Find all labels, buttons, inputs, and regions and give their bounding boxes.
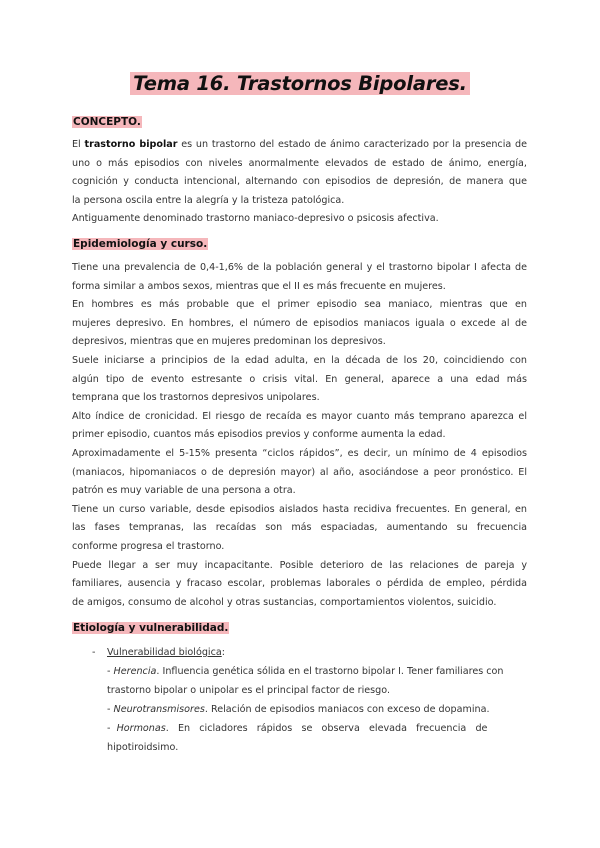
concepto-line-5: Antiguamente denominado trastorno maniaco-depresivo o psicosis afectiva. [72,213,439,225]
list-bullet: - [92,647,96,658]
neurotransmisores-line: - Neurotransmisores. Relación de episodios maniacos con exceso de dopamina. [107,704,490,715]
hormonas-line-2: hipotiroidsimo. [107,742,179,753]
term-trastorno-bipolar: trastorno bipolar [84,139,178,150]
concepto-line-2: uno o más episodios con niveles anormalmente elevados de estado de ánimo, energía, [72,157,527,169]
epi-line: mujeres depresivo. En hombres, el número de episodios maniacos iguala o excede al de [72,317,527,329]
epi-line: de amigos, consumo de alcohol y otras sustancias, comportamientos violentos, suicidio. [72,596,497,608]
epi-line: Aproximadamente el 5-15% presenta “ciclos rápidos”, es decir, un mínimo de 4 episodios [72,447,527,459]
epi-line: forma similar a ambos sexos, mientras que el II es más frecuente en mujeres. [72,280,446,292]
herencia-line-2: trastorno bipolar o unipolar es el principal factor de riesgo. [107,685,391,696]
epi-line: Puede llegar a ser muy incapacitante. Posible deterioro de las relaciones de pareja y [72,559,527,571]
epi-line: (maniacos, hipomaniacos o de depresión mayor) al año, asociándose a peor pronóstico. El [72,466,527,478]
concepto-line-3: cognición y conducta intencional, alternando con episodios de depresión, de manera que [72,176,527,188]
epi-line: Alto índice de cronicidad. El riesgo de recaída es mayor cuanto más temprano aparezca el [72,410,527,422]
heading-etiologia: Etiología y vulnerabilidad. [73,622,229,634]
herencia-line: - Herencia. Influencia genética sólida en el trastorno bipolar I. Tener familiares con [107,666,504,677]
epi-line: las fases tempranas, las recaídas son más espaciadas, aumentando su frecuencia [72,522,527,534]
heading-concepto: CONCEPTO. [73,116,141,128]
epi-line: algún tipo de evento estresante o crisis vital. En general, aparece a una edad más [72,373,527,385]
heading-epidemiologia: Epidemiología y curso. [73,238,208,250]
etiologia-list [92,643,528,763]
epi-line: primer episodio, cuantos más episodios previos y conforme aumenta la edad. [72,429,446,441]
concepto-paragraph [72,136,527,229]
page-title [0,72,600,95]
epi-line: Tiene una prevalencia de 0,4-1,6% de la población general y el trastorno bipolar I afecta de [72,262,527,273]
epidemiologia-text [72,259,527,612]
epi-line: Tiene un curso variable, desde episodios aislados hasta recidiva frecuentes. En general, en [72,503,527,515]
hormonas-line: - Hormonas. En cicladores rápidos se observa elevada frecuencia de [107,723,488,734]
epi-line: temprana que los trastornos depresivos unipolares. [72,392,320,404]
epi-line: conforme progresa el trastorno. [72,540,225,552]
list-item-vulnerabilidad-biologica [107,643,527,757]
epi-line: En hombres es más probable que el primer episodio sea maniaco, mientras que en [72,299,527,311]
title-highlight: Tema 16. Trastornos Bipolares. [130,72,470,95]
list-item-title: Vulnerabilidad biológica: [107,647,225,658]
concepto-line-4: la persona oscila entre la alegría y la tristeza patológica. [72,194,345,206]
epi-line: Suele iniciarse a principios de la edad adulta, en la década de los 20, coincidiendo con [72,354,527,366]
epi-line: patrón es muy variable de una persona a otra. [72,485,296,497]
concepto-line-1: El trastorno bipolar es un trastorno del estado de ánimo caracterizado por la presencia de [72,139,528,150]
epi-line: depresivos, mientras que en mujeres predominan los depresivos. [72,336,386,348]
epi-line: familiares, ausencia y fracaso escolar, problemas laborales o pérdida de empleo, pérdida [72,578,527,590]
